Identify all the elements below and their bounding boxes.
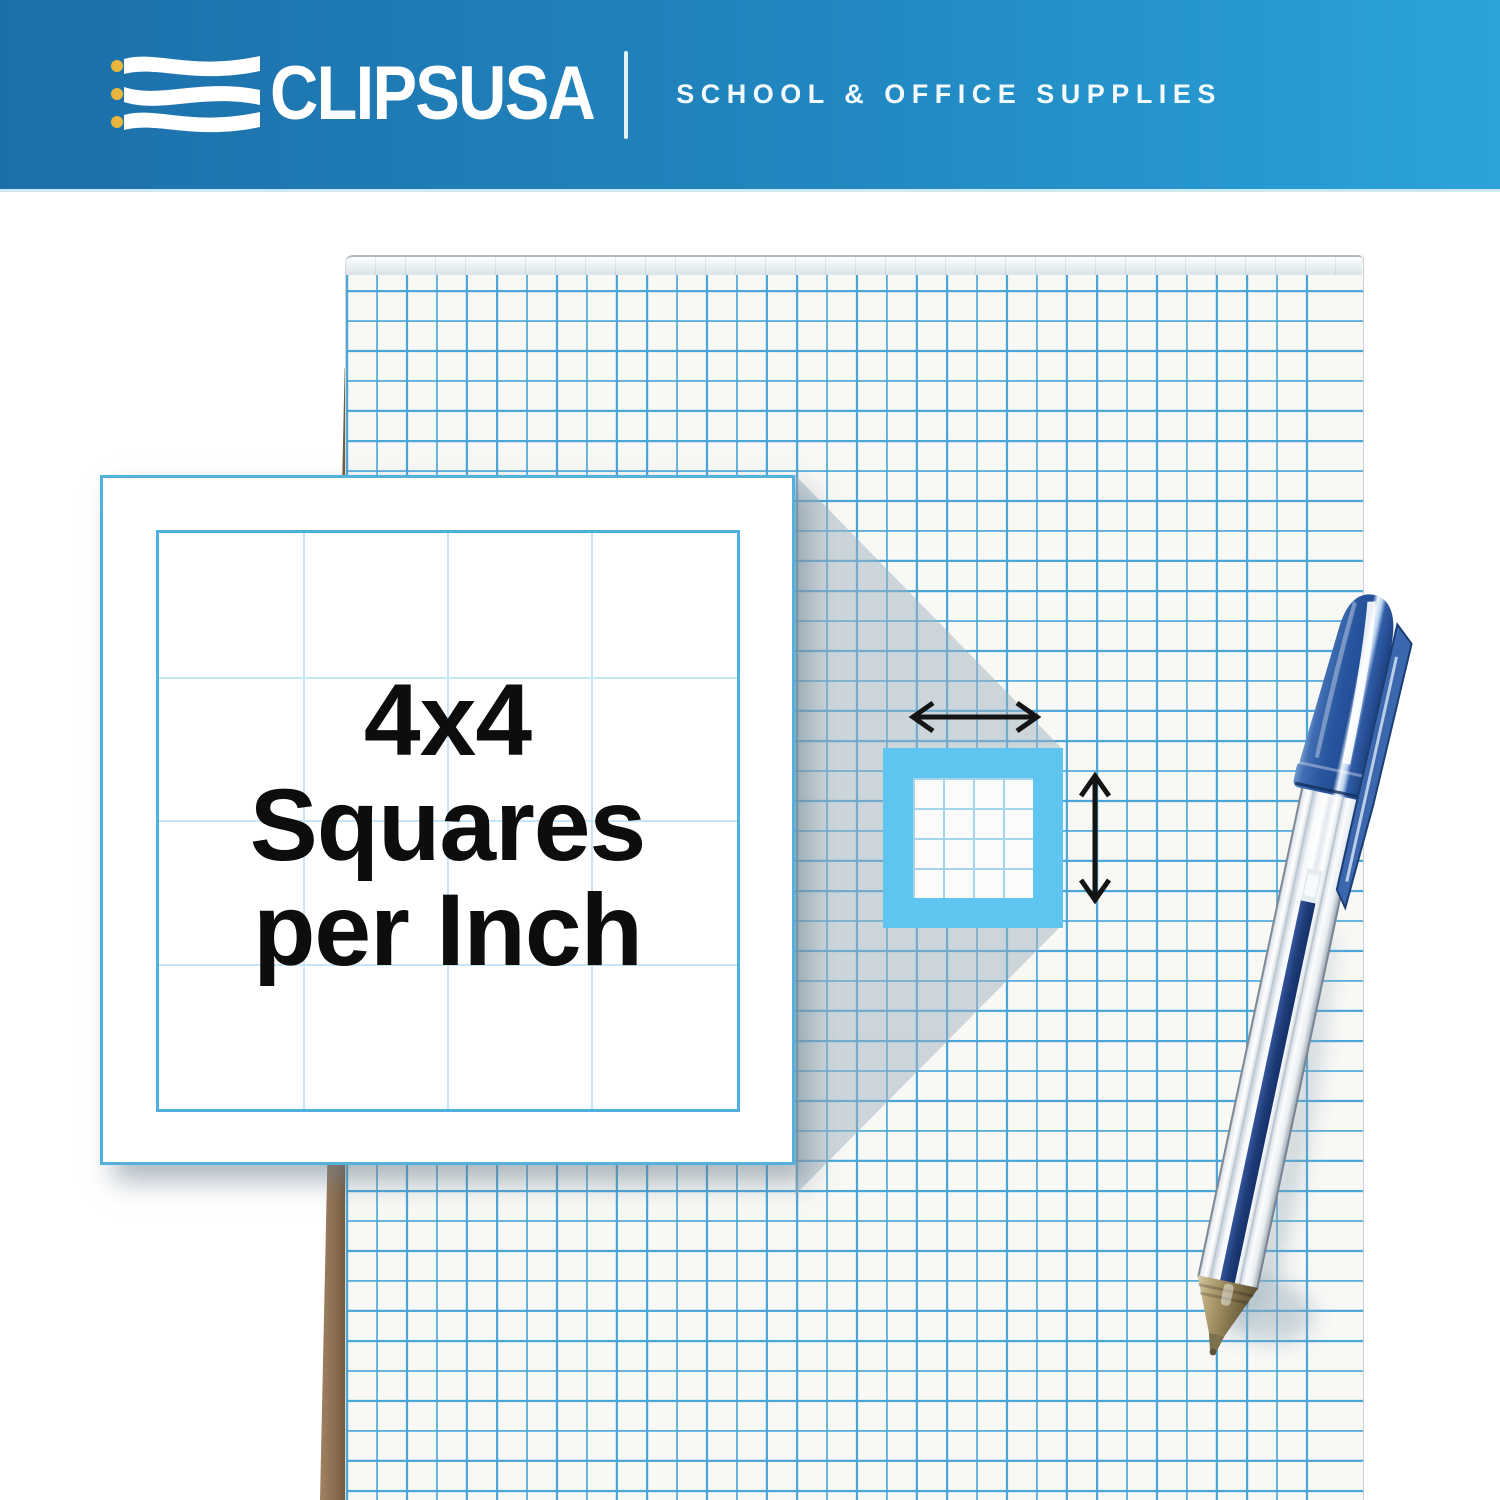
callout-text xyxy=(103,663,792,987)
callout-line-3: per Inch xyxy=(253,873,642,987)
highlighted-inch-square xyxy=(883,748,1063,928)
header-divider xyxy=(624,51,628,139)
brand-header xyxy=(0,0,1500,192)
inch-square-grid-window xyxy=(913,778,1033,898)
vertical-double-arrow-icon xyxy=(1077,768,1113,908)
callout-line-1: 4x4 xyxy=(363,663,532,777)
horizontal-double-arrow-icon xyxy=(905,699,1045,735)
pad-top-edge xyxy=(345,255,1362,275)
flag-logo-icon xyxy=(108,49,266,141)
callout-line-2: Squares xyxy=(249,768,646,882)
brand-name: CLIPSUSA xyxy=(270,51,595,136)
header-tagline: SCHOOL & OFFICE SUPPLIES xyxy=(676,79,1222,109)
brand-logo xyxy=(108,49,638,141)
callout-box xyxy=(100,475,795,1165)
